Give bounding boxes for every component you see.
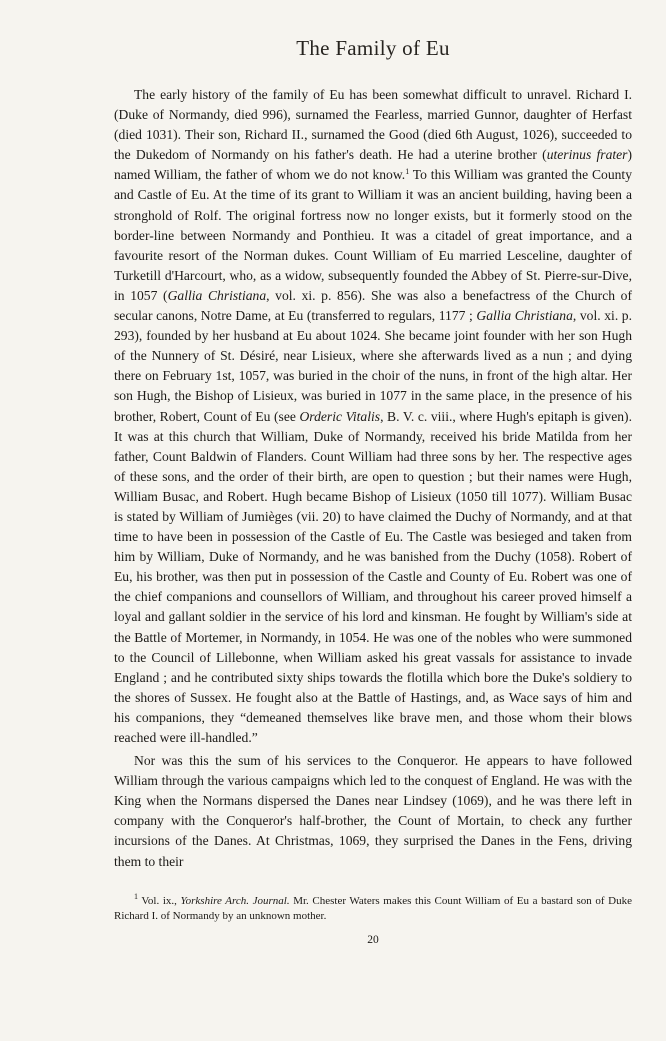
paragraph bbox=[114, 85, 632, 748]
text-run: The early history of the family of Eu has been somewhat difficult to unravel. Richard I. (Duke of Normandy, died 996), surnamed the Fearless, married Gunnor, daughter of Herfast (died 1031). Their son, Richard II., surnamed the Good (died 6th August, 1026), succeeded to the Dukedom of Normandy on his father's death. He had a uterine brother ( bbox=[114, 87, 632, 163]
footnote-marker: 1 bbox=[405, 167, 410, 177]
italic-text: Gallia Christiana bbox=[167, 287, 267, 303]
italic-text: uterinus frater bbox=[546, 147, 628, 163]
footnote bbox=[114, 891, 632, 924]
text-run: Nor was this the sum of his services to the Conqueror. He appears to have followed William through the various campaigns which led to the conquest of England. He was with the King when the Normans dispersed the Danes near Lindsey (1069), and he was there left in company with the Conqueror's half-brother, the Count of Mortain, to check any further incursions of the Danes. At Christmas, 1069, they surprised the Danes in the Fens, driving them to their bbox=[114, 753, 632, 869]
page-title: The Family of Eu bbox=[296, 36, 450, 60]
paragraph bbox=[114, 751, 632, 872]
text-run: , B. V. c. viii., where Hugh's epitaph is given). It was at this church that William, Duke of Normandy, received his bride Matilda from her father, Count Baldwin of Flanders. Count William had three sons by her. The respective ages of these sons, and the order of their birth, are open to question ; but their names were Hugh, William Busac, and Robert. Hugh became Bishop of Lisieux (1050 till 1077). William Busac is stated by William of Jumièges (vii. 20) to have claimed the Duchy of Normandy, and at that time to have been in possession of the Castle of Eu. The Castle was besieged and taken from him by William, Duke of Normandy, and he was banished from the Duchy (1058). Robert of Eu, his brother, was then put in possession of the Castle and County of Eu. Robert was one of the chief companions and counsellors of William, and throughout his career proved himself a loyal and gallant soldier in the service of his lord and kinsman. He fought by William's side at the Battle of Mortemer, in Normandy, in 1054. He was one of the nobles who were summoned to the Council of Lillebonne, when William asked his great vassals for assistance to invade England ; and he contributed sixty ships towards the flotilla which bore the Duke's soldiery to the shores of Sussex. He fought also at the Battle of Hastings, and, as Wace says of him and his companions, they “demeaned themselves like brave men, and those whom their blows reached were ill-handled.” bbox=[114, 408, 632, 745]
text-run: To this William was granted the County and Castle of Eu. At the time of its grant to William it was an ancient building, having been a stronghold of Rolf. The original fortress now no longer exists, but it formerly stood on the border-line between Normandy and Ponthieu. It was a citadel of great importance, and a favourite resort of the Norman dukes. Count William of Eu married Lesceline, daughter of Turketill d'Harcourt, who, as a widow, subsequently founded the Abbey of St. Pierre-sur-Dive, in 1057 ( bbox=[114, 167, 632, 303]
italic-text: Orderic Vitalis bbox=[299, 408, 381, 424]
italic-text: Yorkshire Arch. Journal. bbox=[180, 894, 290, 907]
text-run: , vol. xi. p. 293), founded by her husband at Eu about 1024. She became joint founder with her son Hugh of the Nunnery of St. Désiré, near Lisieux, where she afterwards lived as a nun ; and dying there on February 1st, 1057, was buried in the choir of the nuns, in front of the high altar. Her son Hugh, the Bishop of Lisieux, was buried in 1077 in the same place, in the presence of his brother, Robert, Count of Eu (see bbox=[114, 308, 632, 424]
footnotes bbox=[114, 891, 632, 924]
italic-text: Gallia Christiana bbox=[476, 308, 573, 324]
text-run: Mr. Chester Waters makes this Count William of Eu a bastard son of Duke Richard I. of Normandy by an unknown mother. bbox=[114, 894, 632, 922]
footnote-marker: 1 bbox=[134, 891, 138, 901]
text-run: Vol. ix., bbox=[138, 894, 181, 907]
body-text bbox=[114, 85, 632, 872]
text-run: , vol. xi. p. 856). She was also a benefactress of the Church of secular canons, Notre Dame, at Eu (transferred to regulars, 1177 ; bbox=[114, 287, 632, 324]
page-number: 20 bbox=[367, 933, 379, 946]
text-run: ) named William, the father of whom we do not know. bbox=[114, 147, 633, 183]
